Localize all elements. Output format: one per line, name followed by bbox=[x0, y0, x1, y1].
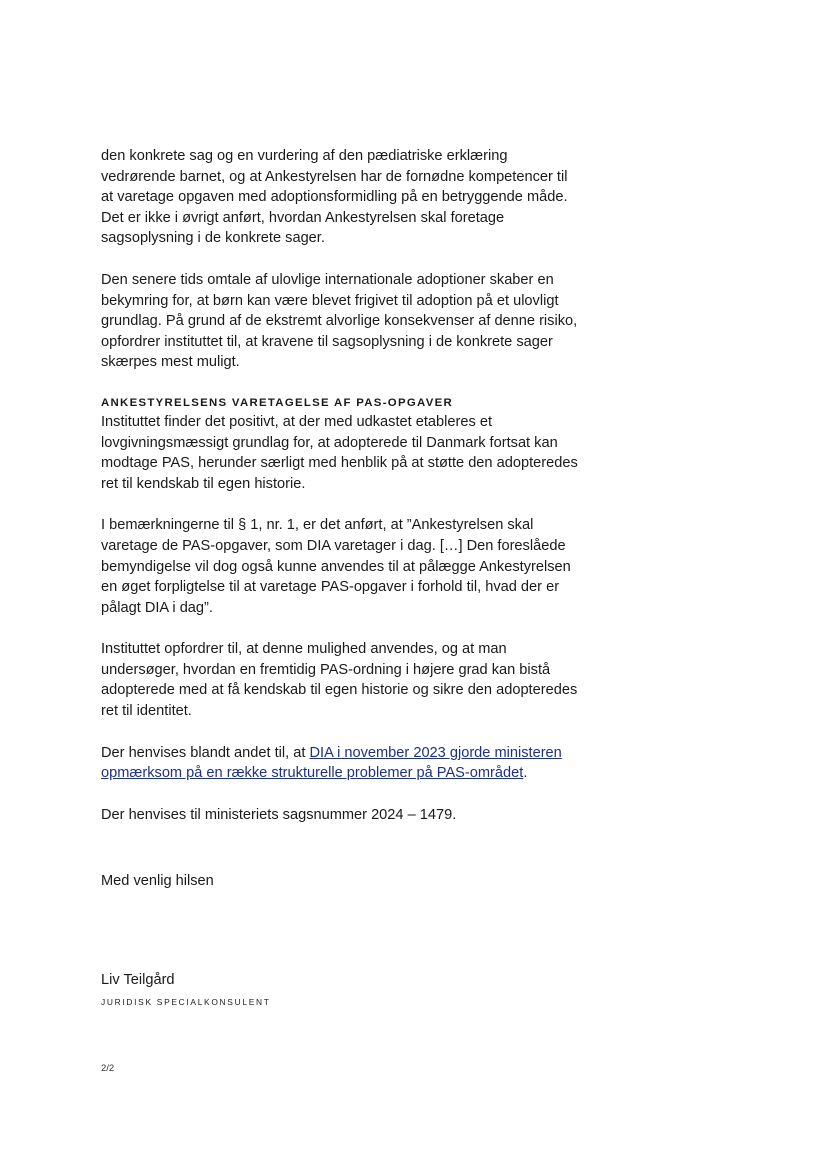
reference-suffix: . bbox=[523, 765, 528, 782]
dia-report-link[interactable]: DIA i november 2023 gjorde ministeren opmærksom på en række strukturelle problemer på PAS-området bbox=[101, 744, 562, 782]
closing-greeting: Med venlig hilsen bbox=[101, 873, 214, 889]
letter-body bbox=[101, 146, 581, 846]
section-heading: ANKESTYRELSENS VARETAGELSE AF PAS-OPGAVER bbox=[101, 396, 454, 409]
paragraph-reference-dia bbox=[101, 743, 581, 784]
page-number: 2/2 bbox=[101, 1063, 115, 1074]
paragraph-case-number: Der henvises til ministeriets sagsnummer 2024 – 1479. bbox=[101, 806, 457, 823]
paragraph-adoption-assessment: den konkrete sag og en vurdering af den pædiatriske erklæring vedrørende barnet, og at Ankestyrelsen har de fornødne kompetencer til at varetage opgaven med adoptionsformidling på en betryggende måde. Det er ikke i øvrigt anført, hvordan Ankestyrelsen skal foretage sagsoplysning i de konkrete sager. bbox=[101, 148, 568, 247]
paragraph-remarks-quote: I bemærkningerne til § 1, nr. 1, er det anført, at ”Ankestyrelsen skal varetage de PAS-opgaver, som DIA varetager i dag. […] Den foreslåede bemyndigelse vil dog også kunne anvendes til at pålægge Ankestyrelsen en øget forpligtelse til at varetage PAS-opgaver i forhold til, hvad der er pålagt DIA i dag”. bbox=[101, 517, 571, 616]
signature-name: Liv Teilgård bbox=[101, 972, 175, 988]
reference-prefix: Der henvises blandt andet til, at bbox=[101, 744, 310, 761]
signature-title: JURIDISK SPECIALKONSULENT bbox=[101, 997, 271, 1007]
paragraph-pas-basis: Instituttet finder det positivt, at der med udkastet etableres et lovgivningsmæssigt grundlag for, at adopterede til Danmark fortsat kan modtage PAS, herunder særligt med henblik på at støtte den adopteredes ret til kendskab til egen historie. bbox=[101, 413, 578, 492]
paragraph-illegal-adoptions: Den senere tids omtale af ulovlige internationale adoptioner skaber en bekymring for, at børn kan være blevet frigivet til adoption på et ulovligt grundlag. På grund af de ekstremt alvorlige konsekvenser af denne risiko, opfordrer instituttet til, at kravene til sagsoplysning i de konkrete sager skærpes mest muligt. bbox=[101, 271, 578, 371]
paragraph-pas-recommendation: Instituttet opfordrer til, at denne mulighed anvendes, og at man undersøger, hvordan en fremtidig PAS-ordning i højere grad kan bistå adopterede med at få kendskab til egen historie og sikre den adopteredes ret til identitet. bbox=[101, 641, 578, 720]
